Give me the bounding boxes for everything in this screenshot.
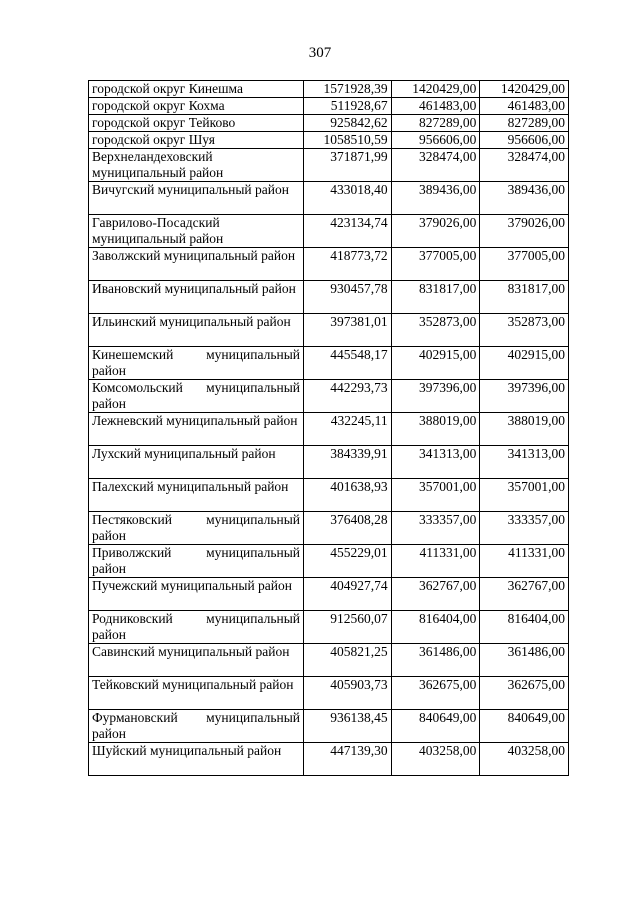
row-value-1: 442293,73 (304, 380, 392, 413)
row-value-1: 423134,74 (304, 215, 392, 248)
table-row (89, 149, 569, 182)
row-name: городской округ Кинешма (89, 81, 304, 98)
table-row (89, 347, 569, 380)
row-name: городской округ Шуя (89, 132, 304, 149)
row-name: Вичугский муниципальный район (89, 182, 304, 215)
row-value-2: 377005,00 (391, 248, 480, 281)
row-value-2: 333357,00 (391, 512, 480, 545)
row-value-1: 397381,01 (304, 314, 392, 347)
row-value-2: 411331,00 (391, 545, 480, 578)
table-row (89, 710, 569, 743)
row-value-2: 397396,00 (391, 380, 480, 413)
row-value-2: 362675,00 (391, 677, 480, 710)
row-value-3: 402915,00 (480, 347, 569, 380)
row-value-1: 1058510,59 (304, 132, 392, 149)
row-value-1: 418773,72 (304, 248, 392, 281)
table-row (89, 644, 569, 677)
row-value-3: 333357,00 (480, 512, 569, 545)
table-row (89, 743, 569, 776)
table-row (89, 281, 569, 314)
budget-table-body (89, 81, 569, 776)
row-value-1: 912560,07 (304, 611, 392, 644)
row-value-1: 455229,01 (304, 545, 392, 578)
row-value-2: 1420429,00 (391, 81, 480, 98)
row-value-3: 341313,00 (480, 446, 569, 479)
row-value-2: 956606,00 (391, 132, 480, 149)
row-value-3: 397396,00 (480, 380, 569, 413)
table-row (89, 677, 569, 710)
row-value-3: 403258,00 (480, 743, 569, 776)
table-row (89, 578, 569, 611)
row-value-3: 357001,00 (480, 479, 569, 512)
row-value-1: 405903,73 (304, 677, 392, 710)
row-value-2: 361486,00 (391, 644, 480, 677)
row-value-3: 461483,00 (480, 98, 569, 115)
row-value-3: 1420429,00 (480, 81, 569, 98)
row-value-2: 840649,00 (391, 710, 480, 743)
row-value-3: 362767,00 (480, 578, 569, 611)
row-value-2: 362767,00 (391, 578, 480, 611)
table-row (89, 380, 569, 413)
row-name: Гаврилово-Посадский муниципальный район (89, 215, 304, 248)
row-name: Лежневский муниципальный район (89, 413, 304, 446)
row-name: Палехский муниципальный район (89, 479, 304, 512)
row-value-3: 389436,00 (480, 182, 569, 215)
row-value-2: 379026,00 (391, 215, 480, 248)
row-name: городской округ Кохма (89, 98, 304, 115)
row-name: Приволжский муниципальный район (89, 545, 304, 578)
row-name: Пестяковский муниципальный район (89, 512, 304, 545)
row-name: Лухский муниципальный район (89, 446, 304, 479)
row-value-2: 403258,00 (391, 743, 480, 776)
row-value-3: 956606,00 (480, 132, 569, 149)
table-row (89, 446, 569, 479)
row-value-3: 840649,00 (480, 710, 569, 743)
row-value-3: 831817,00 (480, 281, 569, 314)
table-row (89, 611, 569, 644)
row-value-2: 402915,00 (391, 347, 480, 380)
row-value-2: 341313,00 (391, 446, 480, 479)
row-value-3: 362675,00 (480, 677, 569, 710)
row-value-1: 432245,11 (304, 413, 392, 446)
row-value-3: 411331,00 (480, 545, 569, 578)
table-row (89, 81, 569, 98)
row-name: Фурмановский муниципальный район (89, 710, 304, 743)
row-value-2: 816404,00 (391, 611, 480, 644)
row-value-3: 377005,00 (480, 248, 569, 281)
row-name: Шуйский муниципальный район (89, 743, 304, 776)
table-row (89, 413, 569, 446)
row-value-1: 371871,99 (304, 149, 392, 182)
row-value-1: 384339,91 (304, 446, 392, 479)
row-value-3: 352873,00 (480, 314, 569, 347)
row-value-1: 404927,74 (304, 578, 392, 611)
table-row (89, 248, 569, 281)
row-name: городской округ Тейково (89, 115, 304, 132)
row-value-1: 936138,45 (304, 710, 392, 743)
row-name: Тейковский муниципальный район (89, 677, 304, 710)
row-name: Пучежский муниципальный район (89, 578, 304, 611)
table-row (89, 98, 569, 115)
row-name: Кинешемский муниципальный район (89, 347, 304, 380)
row-value-1: 401638,93 (304, 479, 392, 512)
row-name: Савинский муниципальный район (89, 644, 304, 677)
row-value-2: 827289,00 (391, 115, 480, 132)
row-value-3: 361486,00 (480, 644, 569, 677)
row-value-1: 447139,30 (304, 743, 392, 776)
table-row (89, 512, 569, 545)
row-name: Верхнеландеховский муниципальный район (89, 149, 304, 182)
row-value-3: 816404,00 (480, 611, 569, 644)
row-value-1: 433018,40 (304, 182, 392, 215)
row-name: Ильинский муниципальный район (89, 314, 304, 347)
table-row (89, 115, 569, 132)
table-row (89, 215, 569, 248)
row-value-2: 328474,00 (391, 149, 480, 182)
row-value-2: 352873,00 (391, 314, 480, 347)
row-value-1: 930457,78 (304, 281, 392, 314)
row-value-2: 389436,00 (391, 182, 480, 215)
row-value-1: 1571928,39 (304, 81, 392, 98)
row-value-1: 445548,17 (304, 347, 392, 380)
row-value-1: 376408,28 (304, 512, 392, 545)
row-name: Ивановский муниципальный район (89, 281, 304, 314)
table-row (89, 479, 569, 512)
row-value-2: 357001,00 (391, 479, 480, 512)
row-name: Комсомольский муниципальный район (89, 380, 304, 413)
page-number: 307 (308, 45, 332, 61)
table-row (89, 314, 569, 347)
budget-table (88, 80, 569, 776)
row-name: Заволжский муниципальный район (89, 248, 304, 281)
row-name: Родниковский муниципальный район (89, 611, 304, 644)
row-value-1: 925842,62 (304, 115, 392, 132)
table-row (89, 132, 569, 149)
row-value-3: 827289,00 (480, 115, 569, 132)
row-value-3: 328474,00 (480, 149, 569, 182)
row-value-2: 388019,00 (391, 413, 480, 446)
table-row (89, 182, 569, 215)
row-value-3: 379026,00 (480, 215, 569, 248)
row-value-1: 511928,67 (304, 98, 392, 115)
row-value-1: 405821,25 (304, 644, 392, 677)
row-value-3: 388019,00 (480, 413, 569, 446)
row-value-2: 461483,00 (391, 98, 480, 115)
row-value-2: 831817,00 (391, 281, 480, 314)
table-row (89, 545, 569, 578)
